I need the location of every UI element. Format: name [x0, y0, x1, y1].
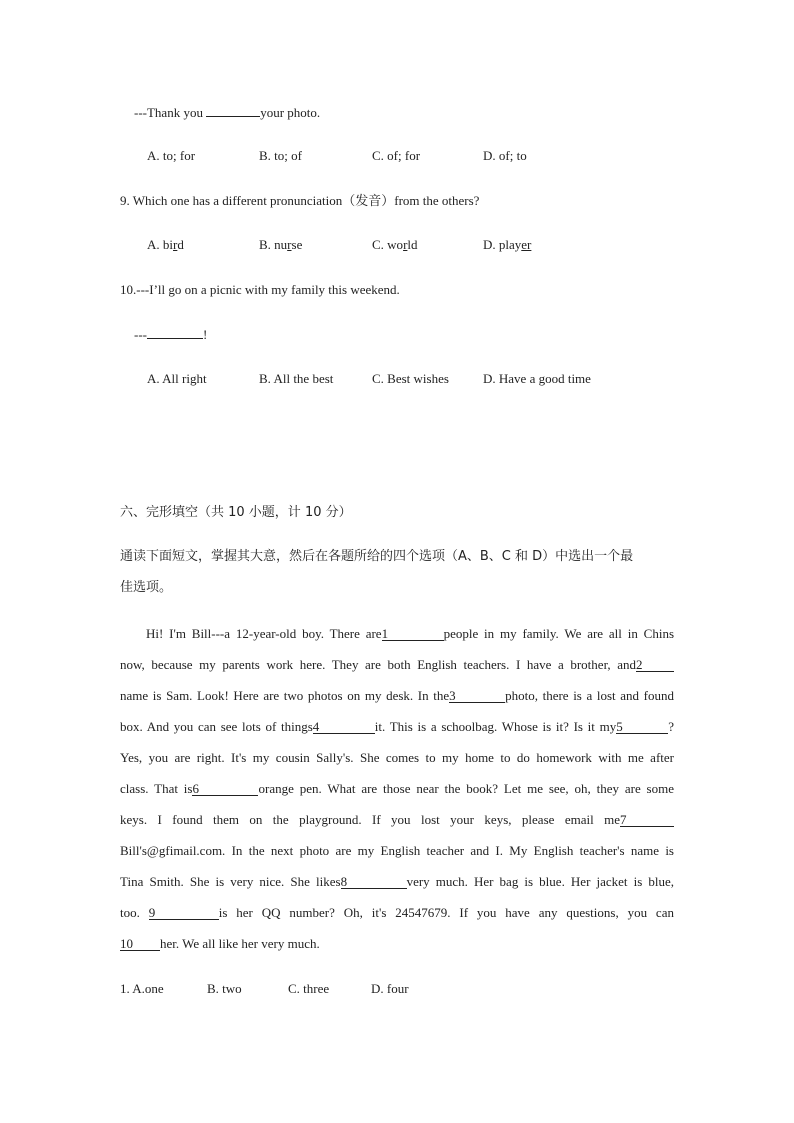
q8-option-b: B. to; of [259, 148, 302, 163]
passage-line: now, because my parents work here. They are both English teachers. I have a brother, and2 [120, 649, 674, 680]
passage-line: name is Sam. Look! Here are two photos on my desk. In the3 photo, there is a lost and found [120, 688, 674, 703]
q9-option-a: A. bird [147, 237, 184, 252]
passage-line: Yes, you are right. It's my cousin Sally's. She comes to my home to do homework with me after [120, 750, 674, 765]
passage-line: keys. I found them on the playground. If you lost your keys, please email me7 [120, 804, 674, 835]
q9-option-b: B. nurse [259, 237, 303, 252]
q8-reply-end: your photo. [260, 105, 321, 120]
q10-option-a: A. All right [147, 371, 207, 386]
passage-line: class. That is6 orange pen. What are those near the book? Let me see, oh, they are some [120, 781, 674, 796]
q8-blank [206, 104, 260, 117]
section-instruction-line2: 佳选项。 [120, 580, 173, 595]
passage-line: Hi! I'm Bill---a 12-year-old boy. There are1 people in my family. We are all in Chins [146, 626, 674, 641]
section-instruction-line1: 通读下面短文，掌握其大意，然后在各题所给的四个选项（A、B、C 和 D）中选出一个最 [120, 549, 634, 564]
blank-2: 2 [636, 659, 674, 672]
q10-reply: --- ! [134, 327, 208, 342]
q8-reply-start: ---Thank you [134, 105, 207, 120]
blank-8: 8 [341, 876, 407, 889]
passage-line: too. 9 is her QQ number? Oh, it's 24547679. If you have any questions, you can [120, 905, 674, 920]
blank-9: 9 [149, 907, 219, 920]
q8-reply [134, 104, 320, 121]
q10-option-b: B. All the best [259, 371, 334, 386]
passage-line: Bill's@gfimail.com. In the next photo are my English teacher and I. My English teacher's name is [120, 843, 674, 858]
passage-line: box. And you can see lots of things4 it. This is a schoolbag. Whose is it? Is it my5 ? [120, 719, 674, 734]
q10-option-c: C. Best wishes [372, 371, 449, 386]
blank-3: 3 [449, 690, 505, 703]
blank-4: 4 [313, 721, 375, 734]
q8-option-a: A. to; for [147, 148, 196, 163]
q1-option-a: 1. A.one [120, 981, 164, 996]
q10-stem: 10.---I’ll go on a picnic with my family this weekend. [120, 282, 400, 297]
blank-10: 10 [120, 938, 160, 951]
blank-1: 1 [382, 628, 444, 641]
q9-stem: 9. Which one has a different pronunciation（发音）from the others? [120, 193, 480, 208]
q9-option-c: C. world [372, 237, 418, 252]
q1-option-d: D. four [371, 981, 409, 996]
q10-option-d: D. Have a good time [483, 371, 591, 386]
section-title: 六、完形填空（共 10 小题，计 10 分） [120, 505, 352, 520]
q8-option-d: D. of; to [483, 148, 527, 163]
q1-option-c: C. three [288, 981, 330, 996]
passage-line: 10 her. We all like her very much. [120, 936, 320, 951]
blank-5: 5 [616, 721, 668, 734]
blank-6: 6 [192, 783, 258, 796]
q8-option-c: C. of; for [372, 148, 421, 163]
cloze-passage [120, 618, 674, 959]
passage-line: Tina Smith. She is very nice. She likes8 very much. Her bag is blue. Her jacket is blue, [120, 874, 675, 889]
q10-blank [147, 326, 203, 339]
blank-7: 7 [620, 814, 674, 827]
q1-option-b: B. two [207, 981, 242, 996]
q9-option-d: D. player [483, 237, 532, 252]
